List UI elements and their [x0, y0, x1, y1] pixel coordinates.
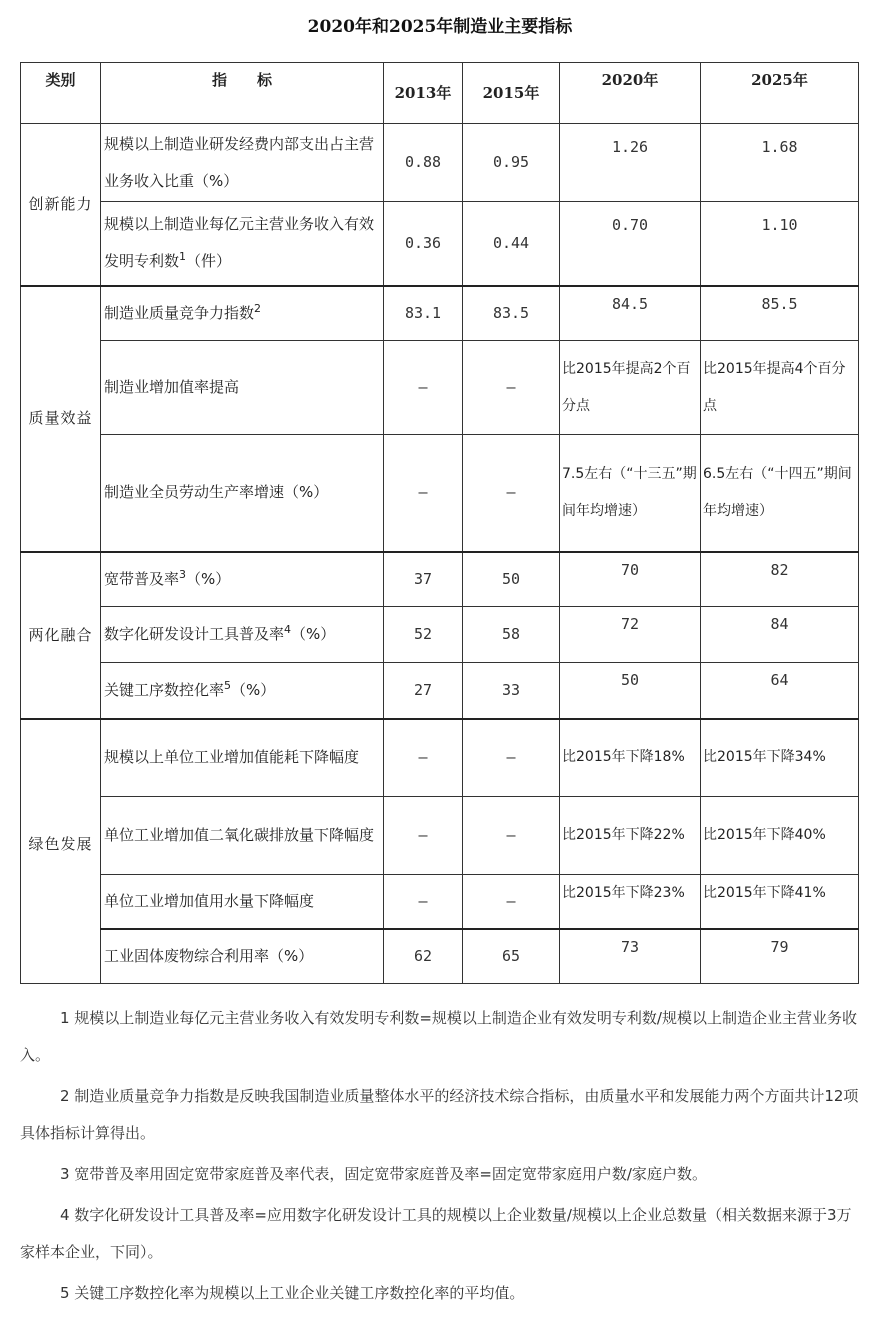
indicator-unit: （%）: [186, 569, 231, 588]
value-2013: 27: [384, 663, 463, 719]
footnote-5: 5 关键工序数控化率为规模以上工业企业关键工序数控化率的平均值。: [60, 1284, 525, 1302]
value-2020: 1.26: [560, 124, 701, 202]
value-2020: 72: [560, 607, 701, 663]
page-title: 2020年和2025年制造业主要指标: [307, 17, 573, 37]
indicators-table: [20, 62, 859, 984]
footnote-4: 4 数字化研发设计工具普及率=应用数字化研发设计工具的规模以上企业数量/规模以上企业总数量（相关数据来源于3万家样本企业，下同）。: [20, 1206, 852, 1261]
table-row: [21, 341, 859, 435]
value-2013: 37: [384, 552, 463, 607]
table-row: [21, 875, 859, 929]
value-2013: 52: [384, 607, 463, 663]
footnote-3: 3 宽带普及率用固定宽带家庭普及率代表，固定宽带家庭普及率=固定宽带家庭用户数/家庭户数。: [60, 1165, 707, 1183]
footnote-ref: 5: [224, 678, 232, 692]
table-row: [21, 797, 859, 875]
value-2025: 84: [701, 607, 859, 663]
indicator-cell: 规模以上制造业研发经费内部支出占主营业务收入比重（%）: [101, 124, 384, 202]
value-2025: 64: [701, 663, 859, 719]
value-2020: 84.5: [560, 286, 701, 341]
table-row: [21, 663, 859, 719]
value-2013: –: [384, 797, 463, 875]
footnote-1: 1 规模以上制造业每亿元主营业务收入有效发明专利数=规模以上制造企业有效发明专利数/规模以上制造企业主营业务收入。: [20, 1009, 857, 1064]
value-2015: 0.95: [463, 124, 560, 202]
value-2015: 83.5: [463, 286, 560, 341]
value-2025: 6.5左右（“十四五”期间年均增速）: [701, 435, 859, 552]
value-2013: 62: [384, 929, 463, 984]
indicator-cell: 工业固体废物综合利用率（%）: [101, 929, 384, 984]
value-2020: 比2015年下降22%: [560, 797, 701, 875]
value-2015: 58: [463, 607, 560, 663]
header-2020: 2020年: [560, 63, 701, 124]
value-2015: –: [463, 435, 560, 552]
indicator-cell: 单位工业增加值二氧化碳排放量下降幅度: [101, 797, 384, 875]
table-row: [21, 435, 859, 552]
value-2015: –: [463, 719, 560, 797]
value-2015: 50: [463, 552, 560, 607]
value-2015: –: [463, 875, 560, 929]
table-row: [21, 124, 859, 202]
table-row: [21, 286, 859, 341]
category-cell: 创新能力: [21, 124, 101, 286]
indicator-unit: （件）: [186, 252, 232, 271]
indicator-text: 关键工序数控化率: [104, 680, 225, 699]
value-2015: 65: [463, 929, 560, 984]
value-2015: 0.44: [463, 202, 560, 286]
indicator-cell: [101, 202, 384, 286]
value-2015: 33: [463, 663, 560, 719]
value-2020: 比2015年下降18%: [560, 719, 701, 797]
value-2013: –: [384, 875, 463, 929]
category-cell: 两化融合: [21, 552, 101, 719]
indicator-cell: [101, 552, 384, 607]
category-cell: 绿色发展: [21, 719, 101, 984]
value-2025: 85.5: [701, 286, 859, 341]
value-2025: 比2015年提高4个百分点: [701, 341, 859, 435]
indicator-cell: 单位工业增加值用水量下降幅度: [101, 875, 384, 929]
header-indicator: 指 标: [101, 63, 384, 124]
value-2025: 1.10: [701, 202, 859, 286]
indicator-text: 数字化研发设计工具普及率: [104, 625, 285, 643]
value-2013: 83.1: [384, 286, 463, 341]
table-header-row: [21, 63, 859, 124]
value-2013: 0.36: [384, 202, 463, 286]
header-2015: 2015年: [463, 63, 560, 124]
value-2025: 82: [701, 552, 859, 607]
header-2025: 2025年: [701, 63, 859, 124]
value-2025: 1.68: [701, 124, 859, 202]
indicator-cell: 制造业全员劳动生产率增速（%）: [101, 435, 384, 552]
footnote-ref: 3: [179, 567, 187, 581]
value-2025: 比2015年下降41%: [701, 875, 859, 929]
category-cell: 质量效益: [21, 286, 101, 552]
value-2013: –: [384, 719, 463, 797]
header-2013: 2013年: [384, 63, 463, 124]
indicator-unit: （%）: [231, 680, 276, 699]
indicator-cell: 制造业增加值率提高: [101, 341, 384, 435]
value-2020: 70: [560, 552, 701, 607]
indicator-cell: [101, 286, 384, 341]
indicator-text: 制造业质量竞争力指数: [104, 303, 255, 322]
indicator-text: 宽带普及率: [104, 569, 180, 588]
footnote-ref: 1: [179, 250, 187, 264]
footnotes: [20, 1000, 862, 1316]
value-2020: 0.70: [560, 202, 701, 286]
indicator-cell: [101, 607, 384, 663]
value-2020: 7.5左右（“十三五”期间年均增速）: [560, 435, 701, 552]
indicator-text: 规模以上制造业每亿元主营业务收入有效发明专利数: [104, 215, 375, 271]
value-2013: –: [384, 341, 463, 435]
value-2013: 0.88: [384, 124, 463, 202]
value-2013: –: [384, 435, 463, 552]
table-row: [21, 552, 859, 607]
value-2020: 比2015年提高2个百分点: [560, 341, 701, 435]
value-2020: 比2015年下降23%: [560, 875, 701, 929]
value-2025: 比2015年下降34%: [701, 719, 859, 797]
header-category: 类别: [21, 63, 101, 124]
value-2015: –: [463, 341, 560, 435]
value-2025: 79: [701, 929, 859, 984]
table-row: [21, 607, 859, 663]
table-row: [21, 929, 859, 984]
table-row: [21, 719, 859, 797]
footnote-2: 2 制造业质量竞争力指数是反映我国制造业质量整体水平的经济技术综合指标，由质量水平和发展能力两个方面共计12项具体指标计算得出。: [20, 1087, 859, 1142]
value-2020: 50: [560, 663, 701, 719]
indicator-cell: [101, 663, 384, 719]
footnote-ref: 2: [254, 301, 262, 315]
value-2025: 比2015年下降40%: [701, 797, 859, 875]
footnote-ref: 4: [284, 623, 292, 636]
table-row: [21, 202, 859, 286]
indicator-unit: （%）: [291, 625, 336, 643]
value-2020: 73: [560, 929, 701, 984]
value-2015: –: [463, 797, 560, 875]
indicator-cell: 规模以上单位工业增加值能耗下降幅度: [101, 719, 384, 797]
